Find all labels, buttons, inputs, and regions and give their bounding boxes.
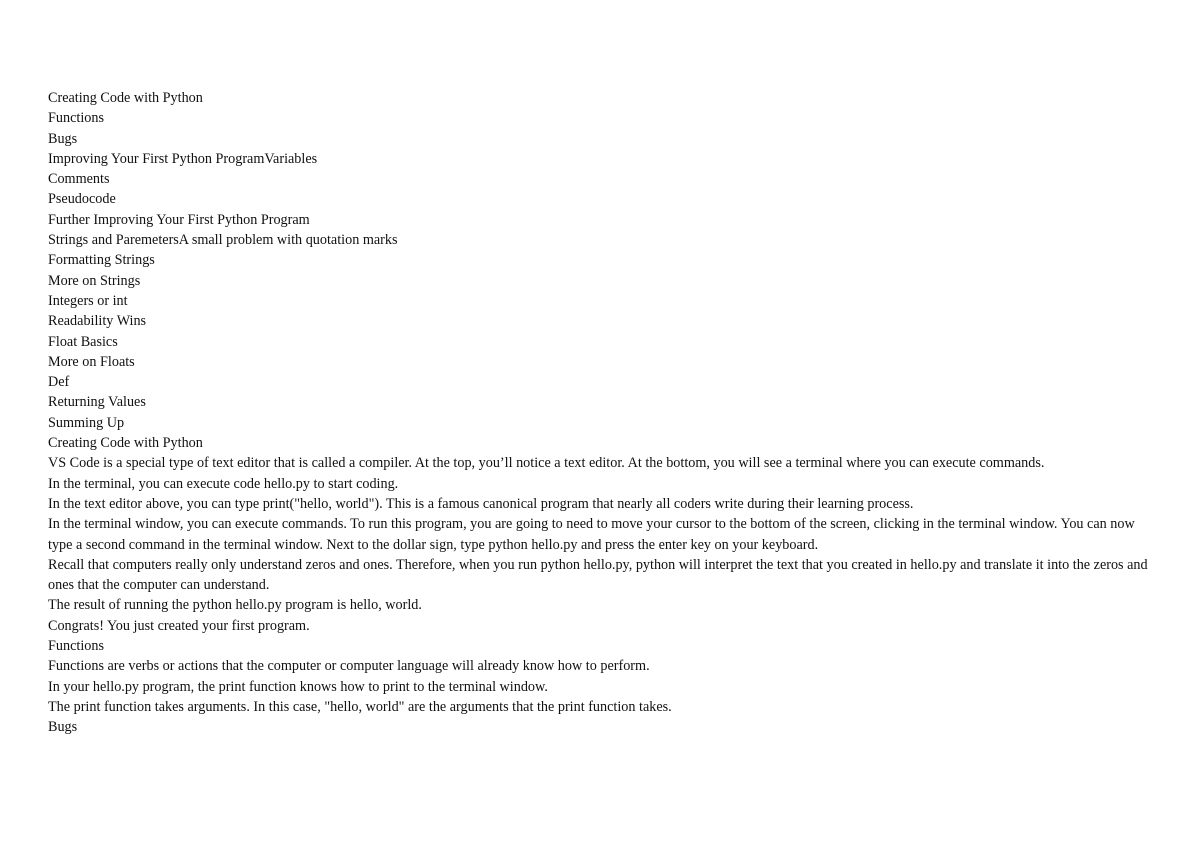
toc-entry: More on Floats — [48, 353, 135, 370]
body-paragraph: In the terminal window, you can execute commands. To run this program, you are going to need to move your cursor to the bottom of the screen, clicking in the terminal window. You can now type a second command in the terminal window. Next to the dollar sign, type python hello.py and press the enter key on your keyboard. — [48, 516, 1135, 553]
toc-entry: Formatting Strings — [48, 252, 155, 269]
document-body — [48, 433, 1158, 737]
body-paragraph: In your hello.py program, the print function knows how to print to the terminal window. — [48, 678, 548, 695]
body-paragraph: The print function takes arguments. In this case, "hello, world" are the arguments that the print function takes. — [48, 698, 672, 715]
toc-entry: Further Improving Your First Python Program — [48, 211, 310, 228]
toc-entry: Bugs — [48, 130, 78, 147]
body-paragraph: In the text editor above, you can type print("hello, world"). This is a famous canonical program that nearly all coders write during their learning process. — [48, 495, 914, 512]
body-paragraph: Functions are verbs or actions that the computer or computer language will already know how to perform. — [48, 658, 650, 675]
toc-entry: Creating Code with Python — [48, 90, 203, 106]
toc-entry: Readability Wins — [48, 313, 147, 330]
section-heading: Bugs — [48, 719, 78, 736]
toc-entry: Returning Values — [48, 394, 146, 411]
toc-entry: Functions — [48, 110, 104, 127]
body-paragraph: The result of running the python hello.py program is hello, world. — [48, 597, 422, 614]
toc-entry: Float Basics — [48, 333, 118, 350]
toc-entry: Strings and ParemetersA small problem with quotation marks — [48, 232, 398, 249]
toc-entry: Comments — [48, 171, 110, 188]
section-heading: Functions — [48, 638, 104, 655]
toc-entry: Summing Up — [48, 414, 125, 431]
toc-entry: More on Strings — [48, 272, 141, 289]
document-page — [48, 88, 1158, 738]
body-paragraph: Recall that computers really only understand zeros and ones. Therefore, when you run python hello.py, python will interpret the text that you created in hello.py and translate it into the zeros and ones that the computer can understand. — [48, 556, 1148, 594]
section-heading: Creating Code with Python — [48, 435, 203, 452]
table-of-contents — [48, 88, 1158, 433]
toc-entry: Def — [48, 374, 70, 391]
body-paragraph: VS Code is a special type of text editor that is called a compiler. At the top, you’ll notice a text editor. At the bottom, you will see a terminal where you can execute commands. — [48, 455, 1045, 472]
toc-entry: Integers or int — [48, 292, 128, 309]
body-paragraph: In the terminal, you can execute code hello.py to start coding. — [48, 475, 399, 492]
toc-entry: Pseudocode — [48, 191, 116, 208]
toc-entry: Improving Your First Python ProgramVariables — [48, 150, 318, 167]
body-paragraph: Congrats! You just created your first program. — [48, 617, 310, 634]
